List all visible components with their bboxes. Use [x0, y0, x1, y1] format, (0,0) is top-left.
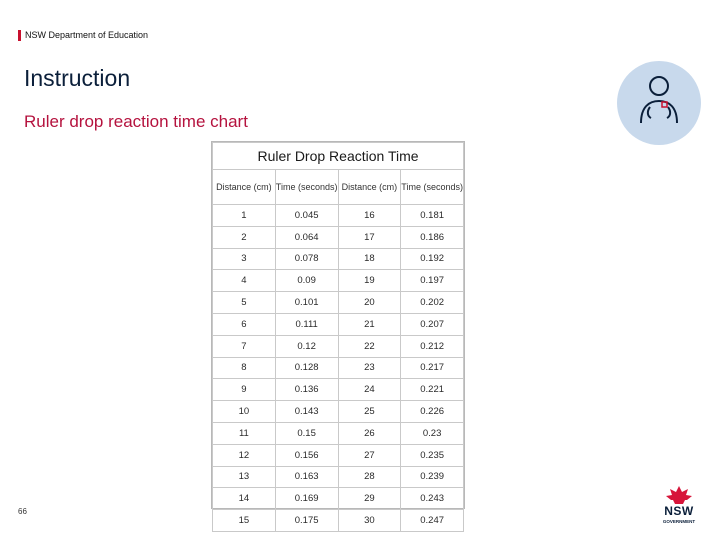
table-cell: 12: [213, 444, 276, 466]
column-header: Distance (cm): [213, 170, 276, 205]
table-cell: 0.202: [401, 292, 464, 314]
logo-wordmark: NSW: [664, 504, 694, 518]
table-row: [213, 292, 464, 314]
table-cell: 0.128: [275, 357, 338, 379]
department-label: NSW Department of Education: [25, 30, 149, 40]
table-cell: 0.045: [275, 205, 338, 227]
logo-subtext: GOVERNMENT: [662, 519, 696, 524]
table-cell: 0.221: [401, 379, 464, 401]
table-cell: 16: [338, 205, 401, 227]
table-cell: 0.143: [275, 401, 338, 423]
nsw-government-logo: [656, 484, 702, 530]
table-cell: 24: [338, 379, 401, 401]
column-header: Distance (cm): [338, 170, 401, 205]
table-cell: 8: [213, 357, 276, 379]
table-body: [213, 205, 464, 532]
table-cell: 0.15: [275, 422, 338, 444]
table-cell: 14: [213, 488, 276, 510]
table-cell: 5: [213, 292, 276, 314]
table-cell: 0.09: [275, 270, 338, 292]
table-row: [213, 226, 464, 248]
table-row: [213, 510, 464, 532]
table-cell: 0.186: [401, 226, 464, 248]
page-number: 66: [18, 507, 27, 516]
table-cell: 0.064: [275, 226, 338, 248]
table-row: [213, 444, 464, 466]
table-cell: 28: [338, 466, 401, 488]
table-row: [213, 488, 464, 510]
table-row: [213, 248, 464, 270]
page-title: Instruction: [24, 65, 131, 91]
table-cell: 10: [213, 401, 276, 423]
table-cell: 0.247: [401, 510, 464, 532]
table-row: [213, 357, 464, 379]
column-header: Time (seconds): [275, 170, 338, 205]
table-cell: 2: [213, 226, 276, 248]
table-cell: 26: [338, 422, 401, 444]
table-cell: 9: [213, 379, 276, 401]
table-cell: 30: [338, 510, 401, 532]
waratah-flower-icon: [656, 484, 702, 506]
table-cell: 23: [338, 357, 401, 379]
table-row: [213, 466, 464, 488]
table-cell: 0.169: [275, 488, 338, 510]
table-cell: 0.197: [401, 270, 464, 292]
table-cell: 6: [213, 313, 276, 335]
table-row: [213, 401, 464, 423]
table-row: [213, 335, 464, 357]
table-row: [213, 270, 464, 292]
reaction-time-table: [211, 141, 465, 527]
table-cell: 0.101: [275, 292, 338, 314]
table-cell: 18: [338, 248, 401, 270]
table-cell: 3: [213, 248, 276, 270]
table-row: [213, 205, 464, 227]
table-cell: 25: [338, 401, 401, 423]
table-cell: 0.175: [275, 510, 338, 532]
table-cell: 0.111: [275, 313, 338, 335]
table-cell: 0.217: [401, 357, 464, 379]
table-cell: 0.181: [401, 205, 464, 227]
table-cell: 0.163: [275, 466, 338, 488]
accent-bar: [18, 30, 21, 41]
person-with-heart-icon: [617, 61, 701, 145]
table-cell: 0.078: [275, 248, 338, 270]
table-header-row: [213, 170, 464, 205]
table-cell: 1: [213, 205, 276, 227]
table-cell: 0.226: [401, 401, 464, 423]
table-cell: 0.23: [401, 422, 464, 444]
table-cell: 20: [338, 292, 401, 314]
table-cell: 0.156: [275, 444, 338, 466]
table-cell: 11: [213, 422, 276, 444]
table-cell: 22: [338, 335, 401, 357]
table-row: [213, 379, 464, 401]
table-title: Ruler Drop Reaction Time: [213, 143, 464, 170]
table-cell: 0.136: [275, 379, 338, 401]
table-cell: 15: [213, 510, 276, 532]
table-row: [213, 313, 464, 335]
table-cell: 0.243: [401, 488, 464, 510]
table-cell: 21: [338, 313, 401, 335]
table-cell: 0.207: [401, 313, 464, 335]
table-cell: 4: [213, 270, 276, 292]
table-cell: 7: [213, 335, 276, 357]
table-cell: 0.212: [401, 335, 464, 357]
column-header: Time (seconds): [401, 170, 464, 205]
table-cell: 27: [338, 444, 401, 466]
table-cell: 0.235: [401, 444, 464, 466]
table-cell: 0.239: [401, 466, 464, 488]
page-subtitle: Ruler drop reaction time chart: [24, 112, 248, 131]
table-cell: 13: [213, 466, 276, 488]
table-cell: 0.12: [275, 335, 338, 357]
table-cell: 19: [338, 270, 401, 292]
table-cell: 29: [338, 488, 401, 510]
table-row: [213, 422, 464, 444]
table-cell: 17: [338, 226, 401, 248]
table-cell: 0.192: [401, 248, 464, 270]
